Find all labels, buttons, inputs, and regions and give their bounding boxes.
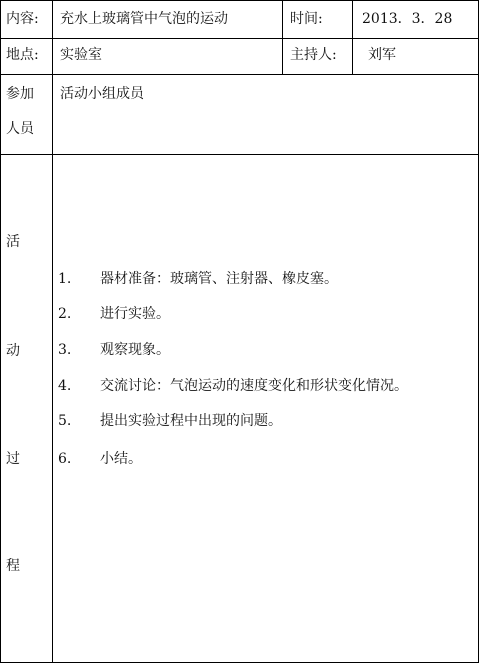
row-divider-2 [0, 74, 479, 75]
table-border-bottom [0, 662, 479, 663]
step-text: 提出实验过程中出现的问题。 [100, 413, 282, 429]
step-number: 5. [58, 413, 72, 429]
time-value: 2013．3．28 [362, 11, 453, 27]
host-label: 主持人: [290, 47, 337, 63]
process-label-char-3: 过 [6, 451, 20, 467]
participants-label-line1: 参加 [6, 86, 34, 102]
time-label: 时间: [290, 11, 323, 27]
step-number: 4. [58, 378, 72, 394]
content-label: 内容: [6, 11, 39, 27]
step-text: 观察现象。 [100, 342, 170, 358]
process-label-char-1: 活 [6, 234, 20, 250]
row-divider-1 [0, 38, 479, 39]
process-label-char-4: 程 [6, 558, 20, 574]
step-number: 2. [58, 306, 72, 322]
process-label-char-2: 动 [6, 343, 20, 359]
label-column-divider [52, 0, 53, 663]
row-divider-3 [0, 154, 479, 155]
content-value: 充水上玻璃管中气泡的运动 [60, 11, 228, 27]
step-text: 器材准备：玻璃管、注射器、橡皮塞。 [100, 271, 338, 287]
value-column-divider [352, 0, 353, 75]
host-value: 刘军 [368, 47, 396, 63]
table-border-left [0, 0, 1, 663]
participants-label-line2: 人员 [6, 121, 34, 137]
step-text: 进行实验。 [100, 306, 170, 322]
location-value: 实验室 [60, 47, 102, 63]
mid-column-divider [282, 0, 283, 75]
step-number: 6. [58, 451, 72, 467]
step-number: 1. [58, 271, 72, 287]
step-text: 小结。 [100, 451, 142, 467]
location-label: 地点: [6, 47, 39, 63]
table-border-top [0, 0, 479, 1]
step-number: 3. [58, 342, 72, 358]
step-text: 交流讨论：气泡运动的速度变化和形状变化情况。 [100, 378, 408, 394]
participants-value: 活动小组成员 [60, 86, 144, 102]
